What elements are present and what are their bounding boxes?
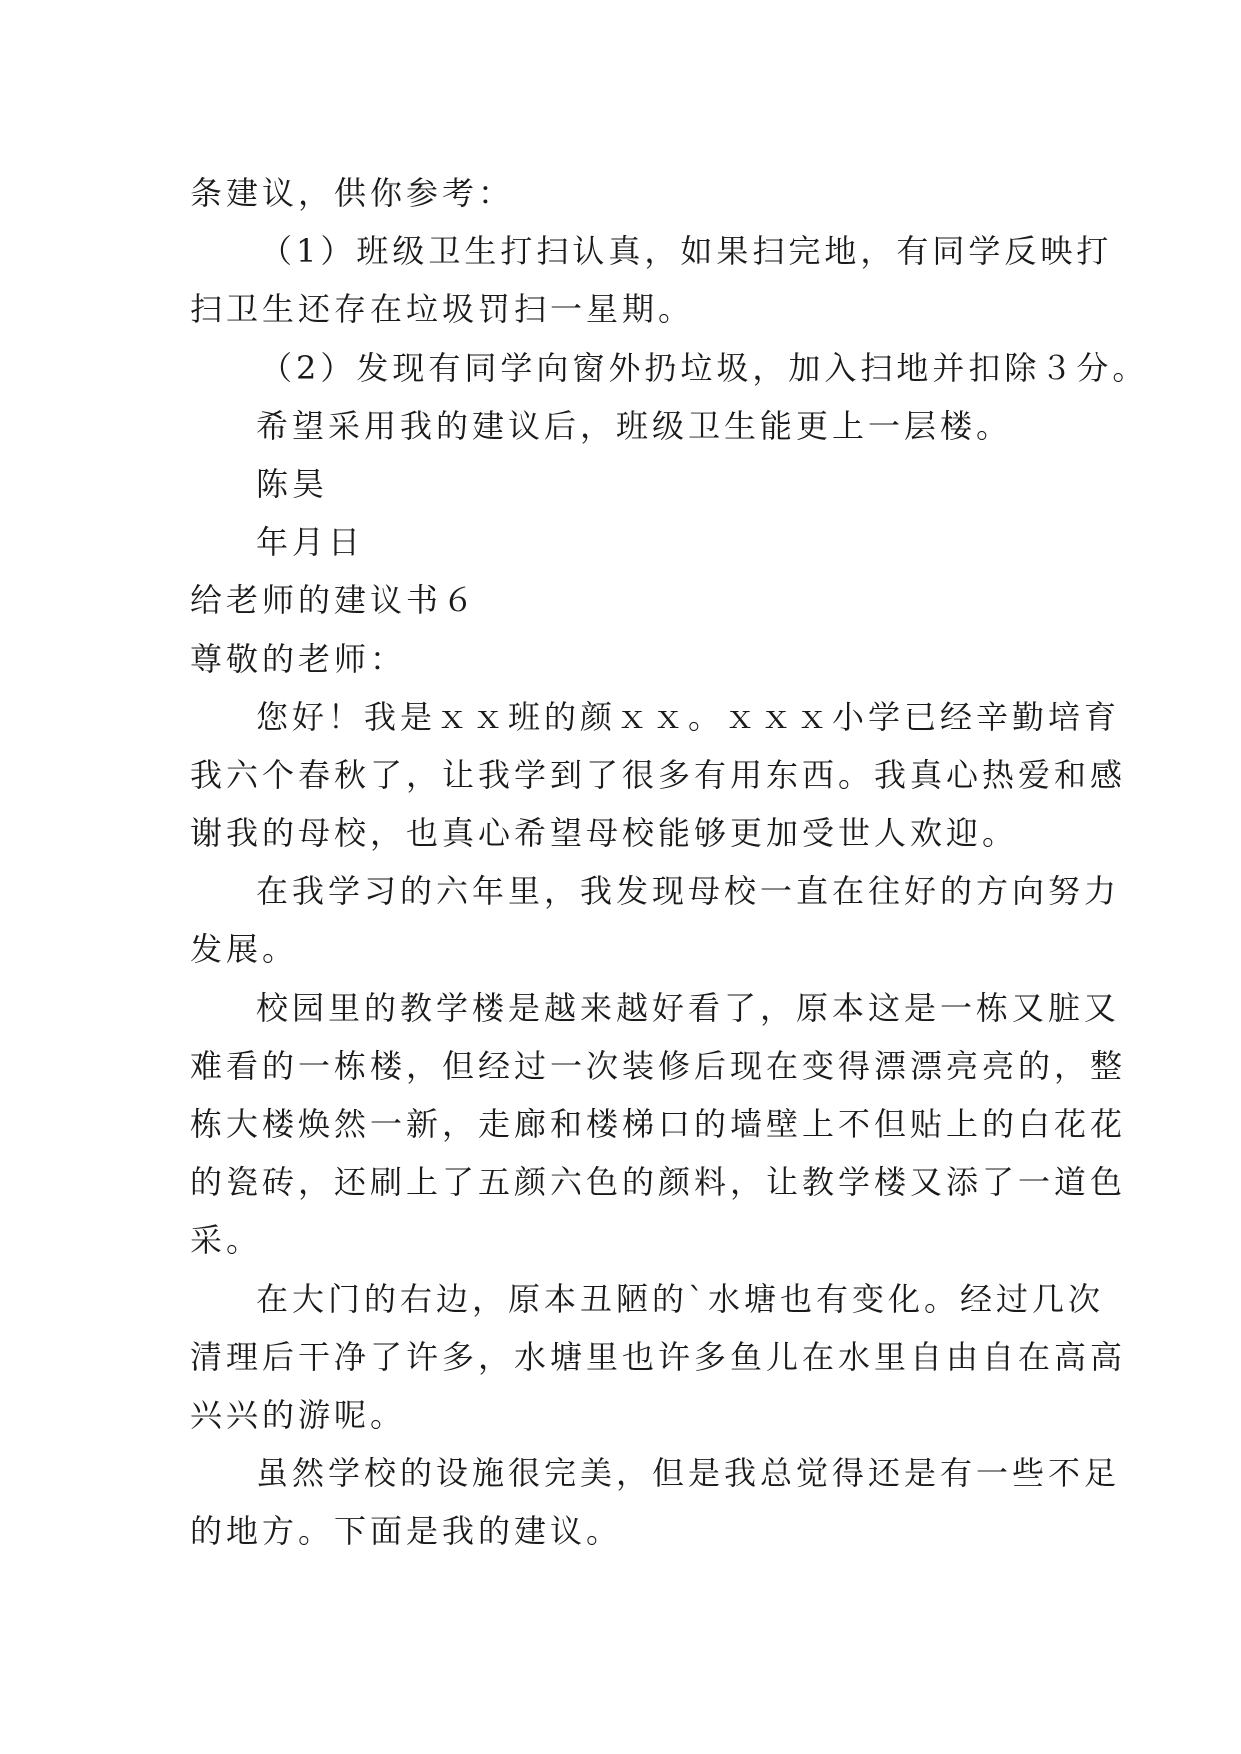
text-line: 难看的一栋楼，但经过一次装修后现在变得漂漂亮亮的，整	[190, 1046, 1127, 1085]
signature-date: 年月日	[256, 523, 365, 562]
text-line: 我六个春秋了，让我学到了很多有用东西。我真心热爱和感	[190, 755, 1127, 794]
text-line: 栋大楼焕然一新，走廊和楼梯口的墙壁上不但贴上的白花花	[190, 1105, 1127, 1143]
text-line: 采。	[190, 1221, 263, 1260]
text-line: 的地方。下面是我的建议。	[190, 1512, 623, 1551]
text-line: （2）发现有同学向窗外扔垃圾，加入扫地并扣除３分。	[260, 348, 1149, 387]
text-line: 的瓷砖，还刷上了五颜六色的颜料，让教学楼又添了一道色	[190, 1163, 1127, 1202]
text-line: 希望采用我的建议后，班级卫生能更上一层楼。	[256, 406, 1013, 445]
text-line: 兴兴的游呢。	[190, 1395, 407, 1434]
document-body	[190, 164, 1149, 1561]
text-line: 条建议，供你参考：	[190, 174, 515, 212]
text-line: 发展。	[190, 930, 299, 969]
text-line: 谢我的母校，也真心希望母校能够更加受世人欢迎。	[190, 814, 1019, 853]
salutation: 尊敬的老师：	[190, 639, 407, 678]
text-line: 虽然学校的设施很完美，但是我总觉得还是有一些不足	[256, 1454, 1121, 1493]
text-line: 您好！我是ｘｘ班的颜ｘｘ。ｘｘｘ小学已经辛勤培育	[256, 697, 1121, 736]
text-line: （1）班级卫生打扫认真，如果扫完地，有同学反映打	[260, 232, 1113, 271]
text-line: 清理后干净了许多，水塘里也许多鱼儿在水里自由自在高高	[190, 1337, 1127, 1376]
section-title: 给老师的建议书６	[190, 581, 479, 620]
text-line: 扫卫生还存在垃圾罚扫一星期。	[190, 290, 695, 329]
signature-name: 陈昊	[256, 464, 329, 503]
text-line: 校园里的教学楼是越来越好看了，原本这是一栋又脏又	[256, 988, 1121, 1027]
text-line: 在大门的右边，原本丑陋的`水塘也有变化。经过几次	[256, 1279, 1105, 1318]
text-line: 在我学习的六年里，我发现母校一直在往好的方向努力	[256, 872, 1121, 911]
